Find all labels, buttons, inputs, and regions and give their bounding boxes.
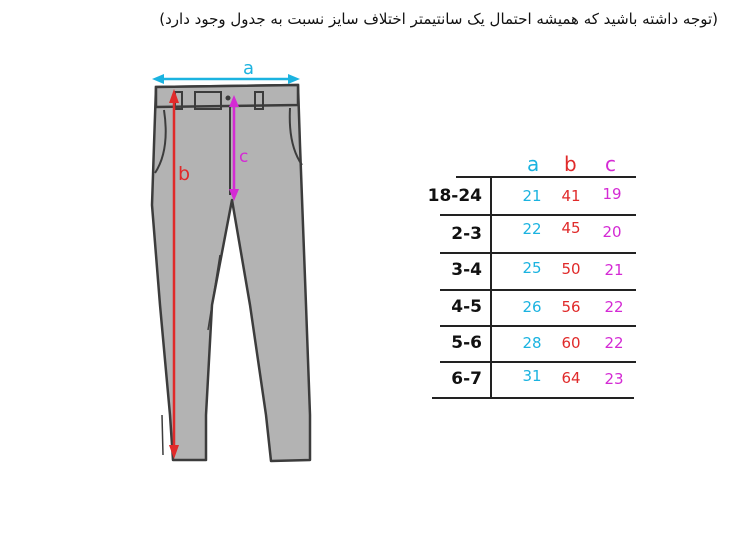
value-b: 50 [561, 260, 581, 278]
value-a: 21 [522, 187, 542, 205]
row-divider [432, 397, 634, 399]
pants-button [226, 96, 231, 101]
value-a: 28 [522, 334, 542, 352]
size-label: 18-24 [427, 186, 482, 206]
label-a: a [243, 58, 255, 79]
table-row [420, 178, 640, 215]
measure-a-arrowhead-right [288, 74, 300, 84]
value-b: 45 [561, 219, 581, 237]
measure-a-arrowhead-left [152, 74, 164, 84]
table-header-c: c [605, 152, 616, 176]
value-b: 56 [561, 298, 581, 316]
table-row [420, 252, 640, 289]
value-b: 41 [561, 187, 581, 205]
size-label: 2-3 [451, 224, 482, 244]
value-c: 23 [604, 370, 624, 388]
table-header-a: a [527, 152, 540, 176]
leg-crease [162, 415, 163, 455]
value-b: 64 [561, 369, 581, 387]
value-b: 60 [561, 334, 581, 352]
value-a: 22 [522, 220, 542, 238]
size-label: 4-5 [451, 297, 482, 317]
value-c: 22 [604, 334, 624, 352]
size-label: 6-7 [451, 369, 482, 389]
table-row [420, 289, 640, 326]
value-c: 22 [604, 298, 624, 316]
value-c: 19 [602, 185, 622, 203]
pants-measurement-diagram [140, 55, 320, 475]
size-label: 5-6 [451, 333, 482, 353]
size-disclaimer-note: (توجه داشته باشید که همیشه احتمال یک سانتیمتر اختلاف سایز نسبت به جدول وجود دارد) [159, 10, 718, 28]
table-row [420, 361, 640, 398]
size-label: 3-4 [451, 260, 482, 280]
table-row [420, 325, 640, 362]
label-b: b [178, 163, 191, 185]
value-c: 20 [602, 223, 622, 241]
label-c: c [239, 147, 249, 167]
value-a: 25 [522, 259, 542, 277]
value-a: 31 [522, 367, 542, 385]
size-chart-table [420, 148, 640, 408]
table-row [420, 216, 640, 253]
value-c: 21 [604, 261, 624, 279]
value-a: 26 [522, 298, 542, 316]
table-header-b: b [564, 152, 577, 176]
